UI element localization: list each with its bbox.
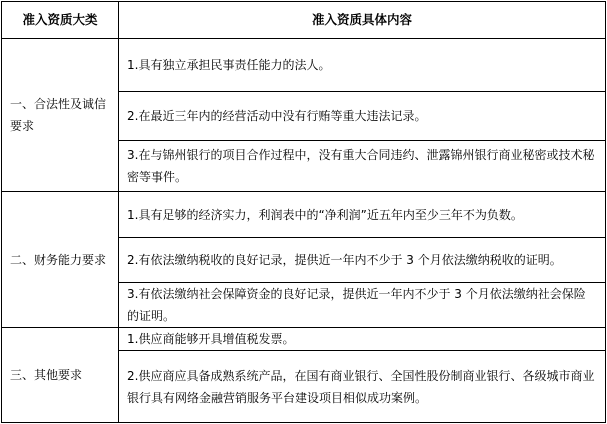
requirement-item: 3.在与锦州银行的项目合作过程中，没有重大合同违约、泄露锦州银行商业秘密或技术秘密等事件。	[119, 141, 606, 192]
requirement-item: 2.在最近三年内的经营活动中没有行贿等重大违法记录。	[119, 92, 606, 141]
category-other: 三、其他要求	[2, 328, 119, 423]
table-row	[2, 192, 606, 238]
qualification-table	[1, 1, 606, 423]
category-finance: 二、财务能力要求	[2, 192, 119, 328]
header-content: 准入资质具体内容	[119, 2, 606, 39]
requirement-item: 2.有依法缴纳税收的良好记录，提供近一年内不少于 3 个月依法缴纳税收的证明。	[119, 238, 606, 283]
category-legality: 一、合法性及诚信要求	[2, 39, 119, 192]
table-row	[2, 39, 606, 92]
requirement-item: 2.供应商应具备成熟系统产品，在国有商业银行、全国性股份制商业银行、各级城市商业银行具有网络金融营销服务平台建设项目相似成功案例。	[119, 351, 606, 423]
requirement-item: 3.有依法缴纳社会保障资金的良好记录，提供近一年内不少于 3 个月依法缴纳社会保险的证明。	[119, 283, 606, 328]
requirement-item: 1.具有独立承担民事责任能力的法人。	[119, 39, 606, 92]
table-header-row	[2, 2, 606, 39]
requirement-item: 1.具有足够的经济实力，利润表中的“净利润”近五年内至少三年不为负数。	[119, 192, 606, 238]
table-row	[2, 328, 606, 351]
requirement-item: 1.供应商能够开具增值税发票。	[119, 328, 606, 351]
header-category: 准入资质大类	[2, 2, 119, 39]
